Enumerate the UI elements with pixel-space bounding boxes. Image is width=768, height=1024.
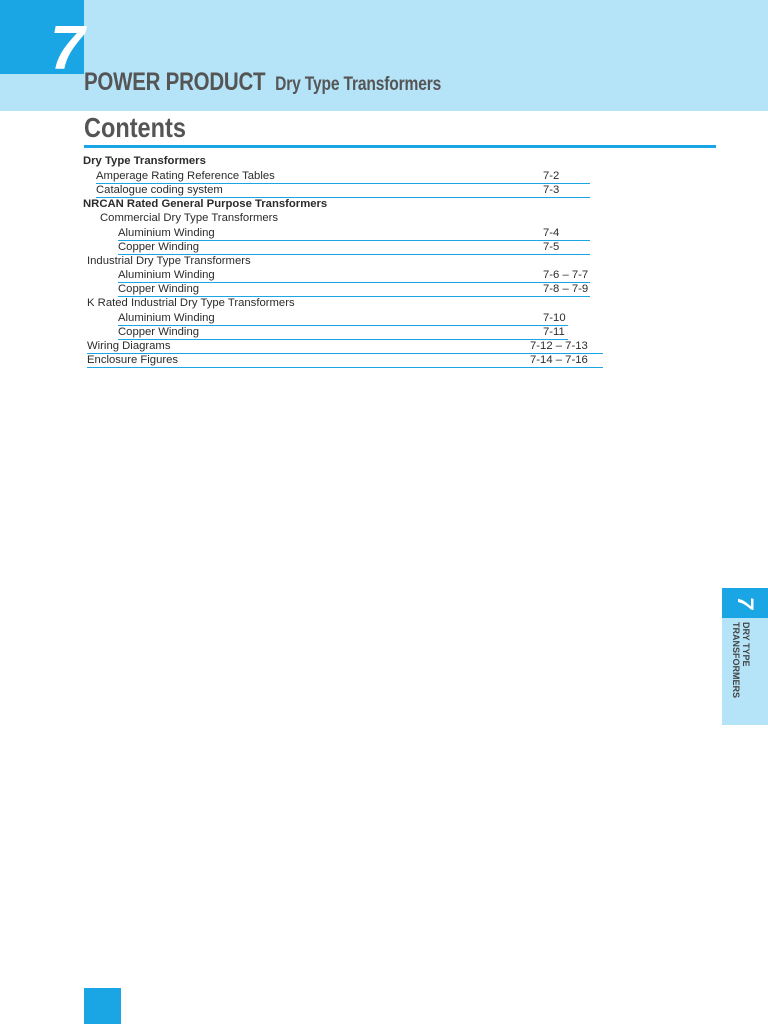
toc-page: 7-12 – 7-13 <box>530 340 588 352</box>
toc-subsection-industrial <box>87 254 590 268</box>
toc-page: 7-14 – 7-16 <box>530 354 588 366</box>
toc-label: Aluminium Winding <box>118 269 215 281</box>
toc-section-nrcan <box>83 197 603 211</box>
toc-page: 7-11 <box>543 326 565 338</box>
toc-page: 7-8 – 7-9 <box>543 283 589 295</box>
header-title-main: POWER PRODUCT <box>84 68 266 96</box>
toc-label: Amperage Rating Reference Tables <box>96 170 275 182</box>
toc-label: Aluminium Winding <box>118 312 215 324</box>
toc-page: 7-4 <box>543 227 560 239</box>
toc-page: 7-2 <box>543 170 560 182</box>
toc-entry-industrial-aluminium[interactable] <box>118 268 590 283</box>
toc-label: Enclosure Figures <box>87 354 179 366</box>
toc-page: 7-5 <box>543 241 560 253</box>
side-chapter-label <box>731 622 751 722</box>
toc-subsection-k-rated <box>87 296 590 310</box>
contents-heading: Contents <box>84 112 186 143</box>
toc-entry-industrial-copper[interactable] <box>118 282 590 297</box>
toc-label: Copper Winding <box>118 241 200 253</box>
toc-entry-k-rated-copper[interactable] <box>118 325 568 340</box>
toc-label: Wiring Diagrams <box>87 340 171 352</box>
footer-page-marker <box>84 988 121 1024</box>
toc-label: Aluminium Winding <box>118 227 215 239</box>
chapter-number: 7 <box>50 14 85 83</box>
toc-label: Copper Winding <box>118 326 200 338</box>
heading-rule <box>84 145 716 148</box>
toc-entry-catalogue[interactable] <box>96 183 590 198</box>
toc-subsection-commercial <box>100 211 590 225</box>
toc-label: Commercial Dry Type Transformers <box>100 212 279 224</box>
side-label-line2: TRANSFORMERS <box>731 622 741 698</box>
header-title <box>84 68 441 97</box>
toc-label: K Rated Industrial Dry Type Transformers <box>87 297 295 309</box>
toc-entry-k-rated-aluminium[interactable] <box>118 311 568 326</box>
toc-entry-commercial-aluminium[interactable] <box>118 226 590 241</box>
side-label-line1: DRY TYPE <box>741 622 751 667</box>
toc-label: NRCAN Rated General Purpose Transformers <box>83 198 328 210</box>
toc-label: Catalogue coding system <box>96 184 223 196</box>
side-chapter-number: 7 <box>733 596 758 610</box>
toc-section-dry-type <box>83 154 603 168</box>
toc-entry-wiring-diagrams[interactable] <box>87 339 603 354</box>
toc-page: 7-6 – 7-7 <box>543 269 589 281</box>
toc-label: Copper Winding <box>118 283 200 295</box>
toc-page: 7-10 <box>543 312 566 324</box>
toc-label: Industrial Dry Type Transformers <box>87 255 251 267</box>
toc-entry-commercial-copper[interactable] <box>118 240 590 255</box>
toc-entry-enclosure-figures[interactable] <box>87 353 603 368</box>
header-title-sub: Dry Type Transformers <box>275 74 442 95</box>
toc-label: Dry Type Transformers <box>83 155 206 167</box>
toc-page: 7-3 <box>543 184 560 196</box>
toc-entry-amperage[interactable] <box>96 169 590 184</box>
